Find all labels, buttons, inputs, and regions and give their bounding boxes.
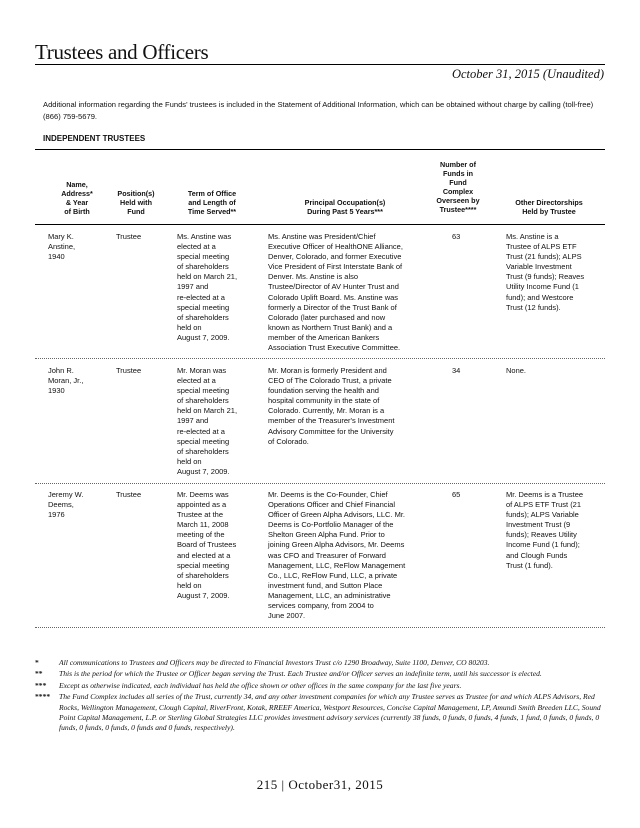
trustee-name: Jeremy W. Deems, 1976 xyxy=(48,490,84,520)
trustee-other-directorships: None. xyxy=(506,366,527,375)
report-date: October 31, 2015 (Unaudited) xyxy=(451,67,604,81)
trustee-occupation: Mr. Deems is the Co-Founder, Chief Operations Officer and Chief Financial Officer of Green Alpha Advisors, LLC. Mr. Deems is Co-Portfolio Manager of the Shelton Green Alpha Fund. Prior to joining Green Alpha Advisors, Mr. Deems was CFO and Treasurer of Forward Management, LLC, ReFlow Management Co., LLC, ReFlow Fund, LLC, a private investment fund, and Sutton Place Management, LLC, an administrative services company, from 2004 to June 2007. xyxy=(268,490,406,621)
trustee-name: John R. Moran, Jr., 1930 xyxy=(48,366,84,396)
trustee-occupation: Mr. Moran is formerly President and CEO of The Colorado Trust, a private foundation serving the health and hospital community in the state of Colorado. Currently, Mr. Moran is a member of the Treasurer's Investment Advisory Committee for the University of Colorado. xyxy=(268,366,395,446)
row-divider xyxy=(35,627,605,628)
column-header-position: Position(s) Held with Fund xyxy=(117,189,155,216)
footnotes xyxy=(35,658,605,735)
trustee-fund-count: 65 xyxy=(452,490,461,499)
trustee-term: Mr. Moran was elected at a special meeting of shareholders held on March 21, 1997 and re-elected at a special meeting of shareholders held on August 7, 2009. xyxy=(177,366,238,476)
row-divider xyxy=(35,358,605,359)
trustee-position: Trustee xyxy=(116,490,142,499)
column-header-funds: Number of Funds in Fund Complex Overseen by Trustee**** xyxy=(436,160,480,214)
intro-paragraph: Additional information regarding the Funds' trustees is included in the Statement of Additional Information, which can be obtained without charge by calling (toll-free) (866) 759-5679. xyxy=(43,100,594,121)
page-title: Trustees and Officers xyxy=(35,40,209,64)
column-header-occupation: Principal Occupation(s) During Past 5 Years*** xyxy=(304,198,386,216)
trustee-other-directorships: Mr. Deems is a Trustee of ALPS ETF Trust (21 funds); ALPS Variable Investment Trust (9 funds); Reaves Utility Income Fund (1 fund); and Clough Funds Trust (1 fund). xyxy=(506,490,584,570)
header-divider xyxy=(35,224,605,225)
section-divider xyxy=(35,149,605,150)
footnote: *** Except as otherwise indicated, each individual has held the office shown or other offices in the same company for the last five years. xyxy=(35,680,462,690)
trustee-position: Trustee xyxy=(116,232,142,241)
column-header-term: Term of Office and Length of Time Served** xyxy=(187,189,237,216)
trustee-other-directorships: Ms. Anstine is a Trustee of ALPS ETF Trust (21 funds); ALPS Variable Investment Trust (9 funds); Reaves Utility Income Fund (1 fund); and Westcore Trust (12 funds). xyxy=(506,232,585,312)
footnote: * All communications to Trustees and Officers may be directed to Financial Investors Trust c/o 1290 Broadway, Suite 1100, Denver, CO 80203. xyxy=(35,658,490,667)
trustee-term: Mr. Deems was appointed as a Trustee at the March 11, 2008 meeting of the Board of Trustees and elected at a special meeting of shareholders held on August 7, 2009. xyxy=(177,490,237,600)
column-header-other-directorships: Other Directorships Held by Trustee xyxy=(515,198,583,216)
trustee-occupation: Ms. Anstine was President/Chief Executive Officer of HealthONE Alliance, Denver, Colorado, and former Executive Vice President of First Interstate Bank of Denver. Ms. Anstine is also Trustee/Director of AV Hunter Trust and Colorado Uplift Board. Ms. Anstine was formerly a Director of the Trust Bank of Colorado (later purchased and now known as Northern Trust Bank) and a member of the American Bankers Association Trust Executive Committee. xyxy=(268,232,403,353)
trustee-position: Trustee xyxy=(116,366,142,375)
footnote: **** The Fund Complex includes all series of the Trust, currently 34, and any other investment companies for which any Trustee serves as Trustee for and which ALPS Advisors, Red Rocks, Wellington Management, Clough Capital, RiverFront, Kotak, RREEF America, Westport Resources, Concise Capital Management, LP, Amundi Smith Breeden LLC, Sound Point Capital Management, L.P. or Sterling Global Strategies LLC provides investment advisory services (currently 38 funds, 0 funds, 0 funds, 4 funds, 1 fund, 0 funds, 0 funds, 0 funds, 0 funds, 0 funds, 0 funds and 0 funds, respectively). xyxy=(35,692,601,733)
page-footer: 215 | October31, 2015 xyxy=(256,777,384,792)
trustee-fund-count: 63 xyxy=(452,232,461,241)
column-header-name: Name, Address* & Year of Birth xyxy=(61,180,93,216)
title-divider xyxy=(35,64,605,65)
footnote: ** This is the period for which the Trustee or Officer began serving the Trust. Each Trustee and/or Officer serves an indefinite term, until his successor is elected. xyxy=(35,669,542,679)
row-divider xyxy=(35,483,605,484)
trustee-term: Ms. Anstine was elected at a special meeting of shareholders held on March 21, 1997 and re-elected at a special meeting of shareholders held on August 7, 2009. xyxy=(177,232,238,342)
section-title: INDEPENDENT TRUSTEES xyxy=(43,134,146,143)
trustee-fund-count: 34 xyxy=(452,366,461,375)
trustee-name: Mary K. Anstine, 1940 xyxy=(48,232,76,262)
